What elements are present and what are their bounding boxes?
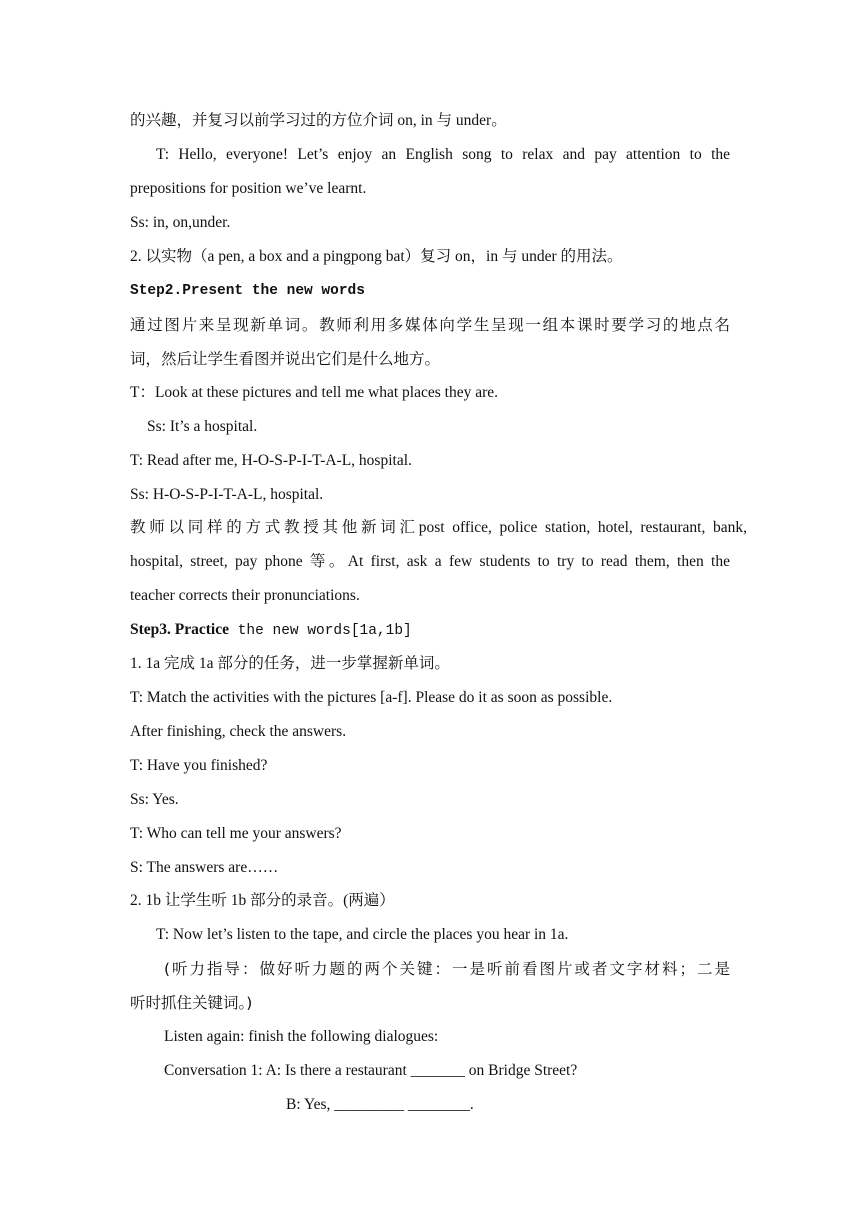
teacher-line: T: Hello, everyone! Let’s enjoy an English song to relax and pay attention to the: [156, 146, 730, 163]
numbered-item: 2. 1b 让学生听 1b 部分的录音。(两遍）: [130, 892, 395, 909]
step3-heading-mono: the new words[1a,1b]: [229, 623, 412, 639]
paragraph-line: After finishing, check the answers.: [130, 723, 347, 740]
students-line: Ss: in, on,under.: [130, 214, 231, 231]
paragraph-line: 通过图片来呈现新单词。教师利用多媒体向学生呈现一组本课时要学习的地点名: [130, 316, 730, 334]
step3-heading: [130, 620, 412, 641]
conversation-line: Conversation 1: A: Is there a restaurant _______ on Bridge Street?: [164, 1062, 578, 1079]
teacher-line: T: Now let’s listen to the tape, and circle the places you hear in 1a.: [156, 926, 569, 943]
teacher-line: T: Who can tell me your answers?: [130, 825, 342, 842]
listening-tip: (听力指导：做好听力题的两个关键：一是听前看图片或者文字材料；二是: [164, 960, 730, 978]
teacher-line: T: Match the activities with the pictures [a-f]. Please do it as soon as possible.: [130, 689, 613, 706]
step2-heading: Step2.Present the new words: [130, 283, 365, 299]
students-line: Ss: Yes.: [130, 791, 179, 808]
students-line: Ss: It’s a hospital.: [147, 418, 258, 435]
teacher-line: T: Have you finished?: [130, 757, 268, 774]
paragraph-line: 词，然后让学生看图并说出它们是什么地方。: [130, 350, 441, 368]
intro-line: 的兴趣，并复习以前学习过的方位介词 on, in 与 under。: [130, 112, 507, 129]
teacher-line: T：Look at these pictures and tell me what places they are.: [130, 384, 498, 401]
listening-tip-continued: 听时抓住关键词。): [130, 994, 253, 1012]
numbered-item: 2. 以实物（a pen, a box and a pingpong bat）复习 on，in 与 under 的用法。: [130, 248, 623, 265]
paragraph-line: teacher corrects their pronunciations.: [130, 587, 360, 604]
teacher-line-continued: prepositions for position we’ve learnt.: [130, 180, 367, 197]
paragraph-line: 教师以同样的方式教授其他新词汇post office, police station, hotel, restaurant, bank,: [130, 519, 747, 536]
students-line: Ss: H-O-S-P-I-T-A-L, hospital.: [130, 486, 324, 503]
instruction-line: Listen again: finish the following dialogues:: [164, 1028, 439, 1045]
student-line: S: The answers are……: [130, 859, 279, 876]
paragraph-line: hospital, street, pay phone 等。At first, ask a few students to try to read them, then the: [130, 553, 730, 570]
numbered-item: 1. 1a 完成 1a 部分的任务，进一步掌握新单词。: [130, 655, 450, 672]
conversation-line: B: Yes, _________ ________.: [286, 1096, 474, 1113]
step3-heading-bold: Step3. Practice: [130, 621, 229, 638]
teacher-line: T: Read after me, H-O-S-P-I-T-A-L, hospital.: [130, 452, 412, 469]
